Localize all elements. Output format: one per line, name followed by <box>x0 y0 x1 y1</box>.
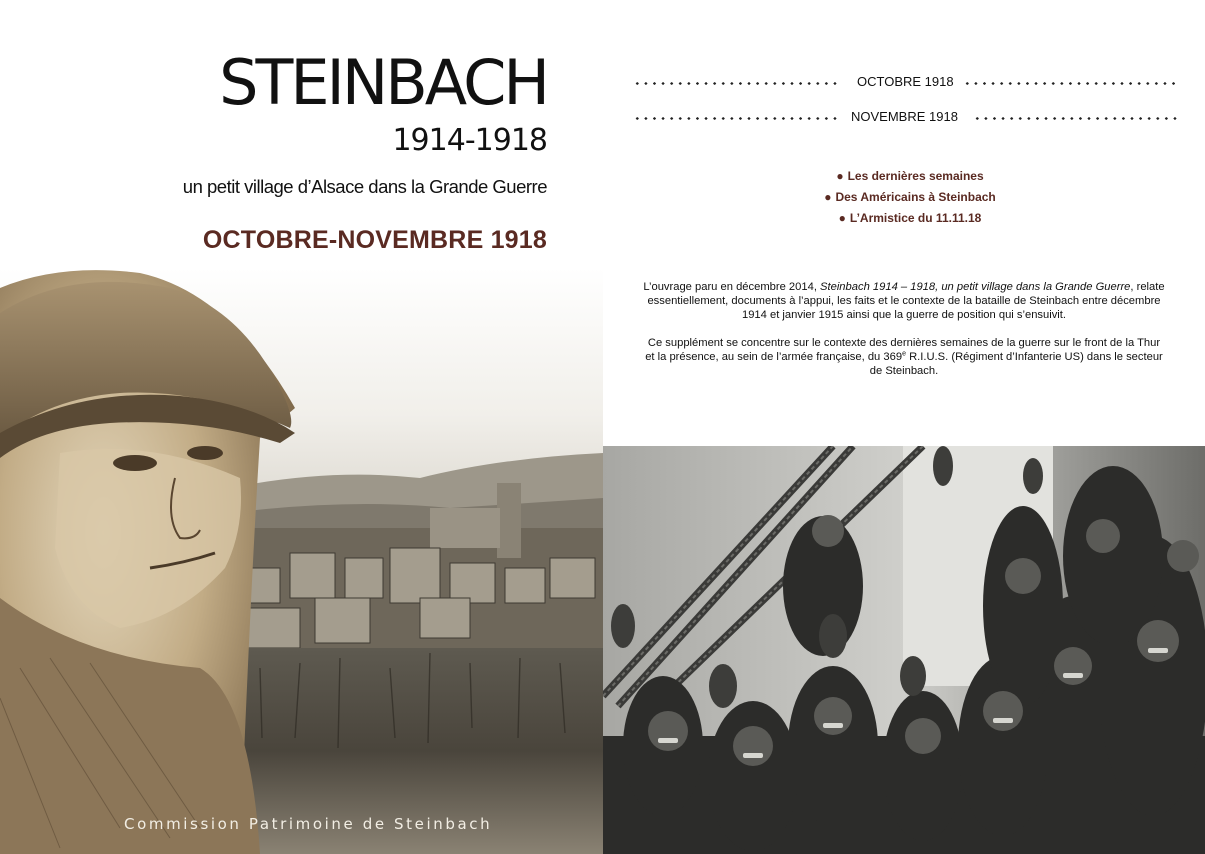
cover-subtitle: un petit village d’Alsace dans la Grande Guerre <box>182 176 547 197</box>
photo-soldiers-waving <box>603 446 1205 854</box>
list-item-label: L’Armistice du 11.11.18 <box>849 211 982 225</box>
cover-credit: Commission Patrimoine de Steinbach <box>124 815 493 833</box>
superscript: e <box>902 350 906 358</box>
list-item-label: Des Américains à Steinbach <box>835 190 996 204</box>
paragraph-2 <box>642 336 1166 378</box>
list-item: ● Des Américains à Steinbach <box>824 190 996 204</box>
text: L’ouvrage paru en décembre 2014, <box>643 281 821 293</box>
text: R.I.U.S. (Régiment d’Infanterie US) dans le secteur de Steinbach. <box>869 351 1163 377</box>
text: Ce supplément se concentre sur le contexte des dernières semaines de la guerre sur le front de la Thur et la présence, au sein de l’armée française, du 369 <box>645 337 1161 363</box>
back-description <box>642 280 1166 392</box>
list-item: ● Les dernières semaines <box>836 169 984 183</box>
dotted-leader <box>963 82 1178 85</box>
topics-list <box>640 166 1180 229</box>
dotted-leader <box>633 82 837 85</box>
book-title: Steinbach 1914 – 1918, un petit village dans la Grande Guerre <box>820 281 1131 293</box>
dotted-leader <box>973 117 1178 120</box>
text: , relate essentiellement, documents à l’appui, les faits et le contexte de la bataille de Steinbach entre décembre 1914 et janvier 1915 ainsi que la guerre de position qui s’ensuivit. <box>647 281 1165 321</box>
date-label: NOVEMBRE 1918 <box>851 109 958 124</box>
list-item-label: Les dernières semaines <box>847 169 984 183</box>
list-item: ● L’Armistice du 11.11.18 <box>838 211 982 225</box>
cover-title: STEINBACH <box>219 46 547 119</box>
dateline-november <box>633 107 1178 129</box>
cover-illustration-soldier-village <box>0 268 603 854</box>
dotted-leader <box>633 117 837 120</box>
paragraph-1 <box>642 280 1166 322</box>
dateline-october <box>633 72 1178 94</box>
cover-period: OCTOBRE-NOVEMBRE 1918 <box>202 226 547 254</box>
date-label: OCTOBRE 1918 <box>857 74 954 89</box>
cover-years: 1914-1918 <box>392 123 547 158</box>
